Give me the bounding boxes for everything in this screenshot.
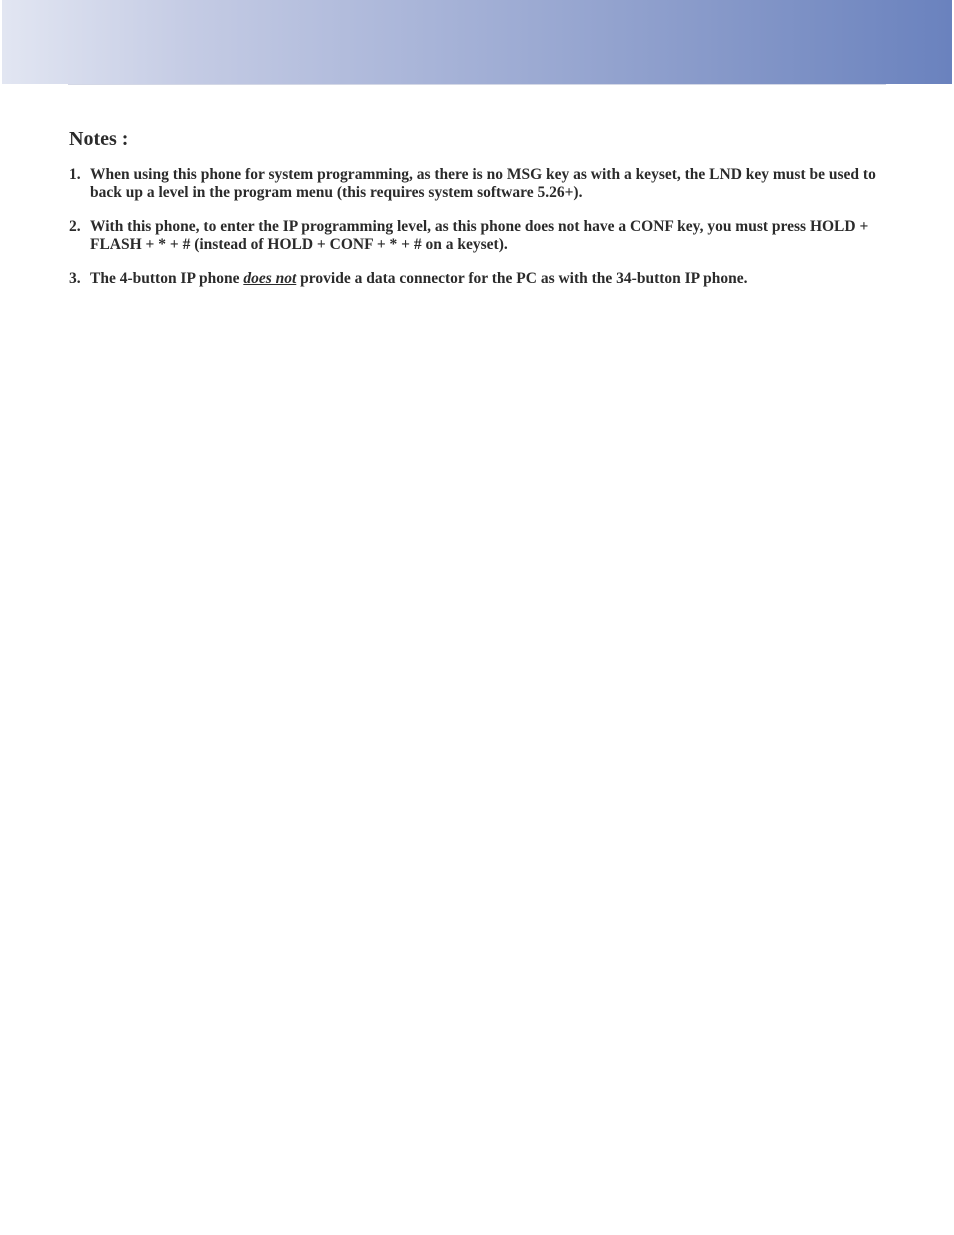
- notes-list: [69, 166, 889, 305]
- note-number: 1.: [69, 166, 81, 183]
- note-text: With this phone, to enter the IP programming level, as this phone does not have a CONF key, you must press HOLD + FLASH + * + # (instead of HOLD + CONF + * + # on a keyset).: [90, 218, 869, 253]
- header-gradient-band: [2, 0, 952, 84]
- note-text: When using this phone for system programming, as there is no MSG key as with a keyset, the LND key must be used to back up a level in the program menu (this requires system software 5.26+).: [90, 166, 876, 201]
- note-item-2: [69, 218, 889, 253]
- notes-heading: Notes :: [69, 128, 129, 150]
- header-divider: [68, 84, 886, 85]
- note-item-1: [69, 166, 889, 201]
- note-item-3: [69, 270, 889, 288]
- note-text-before: The 4-button IP phone: [90, 270, 244, 287]
- note-text: [90, 270, 889, 288]
- note-emphasis: does not: [243, 270, 297, 287]
- note-number: 3.: [69, 270, 81, 287]
- note-text-after: provide a data connector for the PC as with the 34-button IP phone.: [296, 270, 748, 287]
- note-number: 2.: [69, 218, 81, 235]
